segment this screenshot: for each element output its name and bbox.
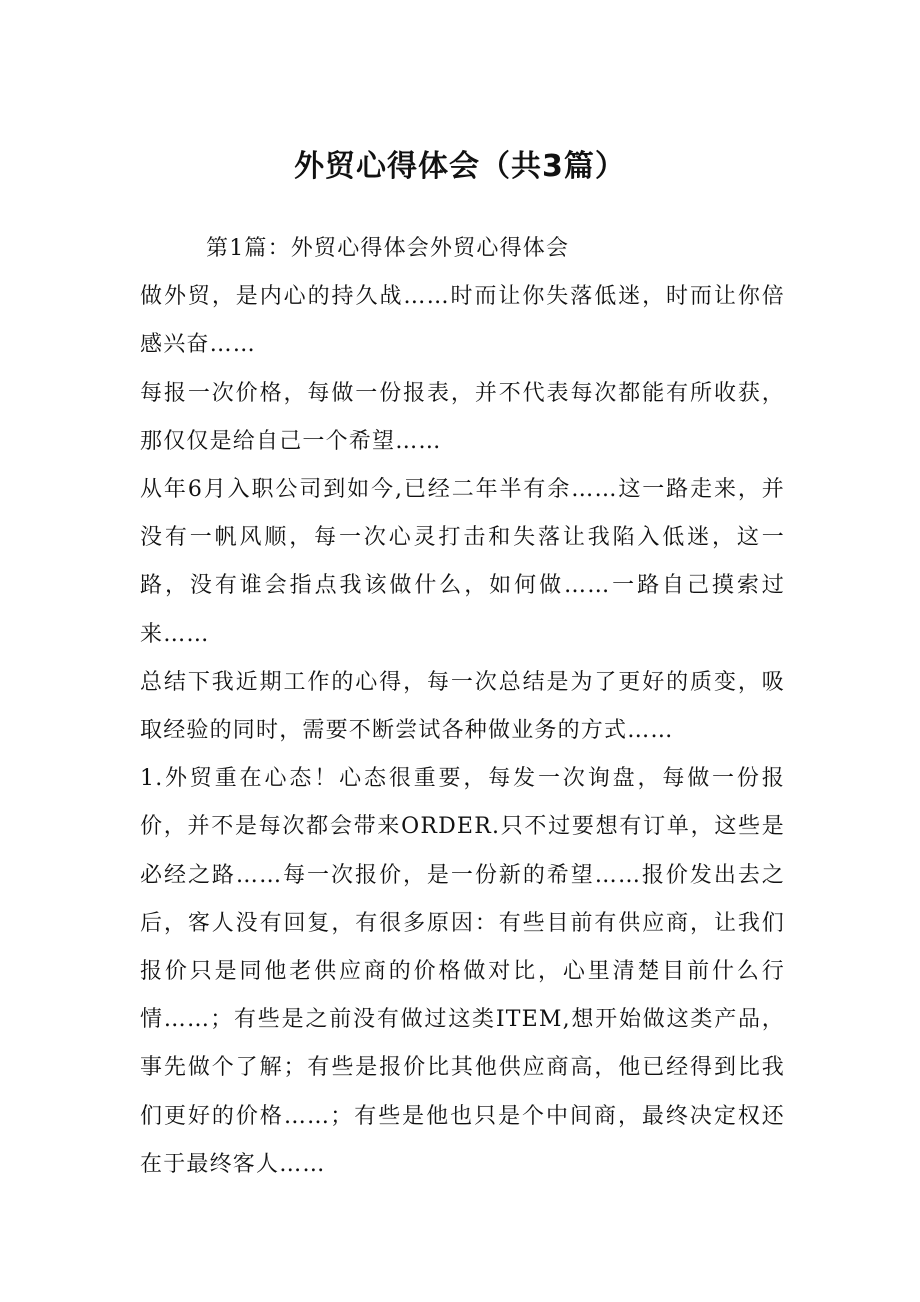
section-heading: 第1篇：外贸心得体会外贸心得体会 [206,236,570,261]
document-title: 外贸心得体会（共3篇） [294,149,626,184]
body-paragraph: 1.外贸重在心态！心态很重要，每发一次询盘，每做一份报价，并不是每次都会带来ORDER.只不过要想有订单，这些是必经之路……每一次报价，是一份新的希望……报价发出去之后，客人没有回复，有很多原因：有些目前有供应商，让我们报价只是同他老供应商的价格做对比，心里清楚目前什么行情……；有些是之前没有做过这类ITEM,想开始做这类产品，事先做个了解；有些是报价比其他供应商高，他已经得到比我们更好的价格……；有些是他也只是个中间商，最终决定权还在于最终客人…… [140,766,785,1177]
document-body [140,225,785,1189]
body-paragraph: 总结下我近期工作的心得，每一次总结是为了更好的质变，吸取经验的同时，需要不断尝试各种做业务的方式…… [140,669,785,744]
body-paragraph: 做外贸，是内心的持久战……时而让你失落低迷，时而让你倍感兴奋…… [140,284,785,358]
body-paragraph: 每报一次价格，每做一份报表，并不代表每次都能有所收获，那仅仅是给自己一个希望…… [140,380,785,454]
body-paragraph: 从年6月入职公司到如今,已经二年半有余……这一路走来，并没有一帆风顺，每一次心灵打击和失落让我陷入低迷，这一路，没有谁会指点我该做什么，如何做……一路自己摸索过来…… [140,477,785,647]
